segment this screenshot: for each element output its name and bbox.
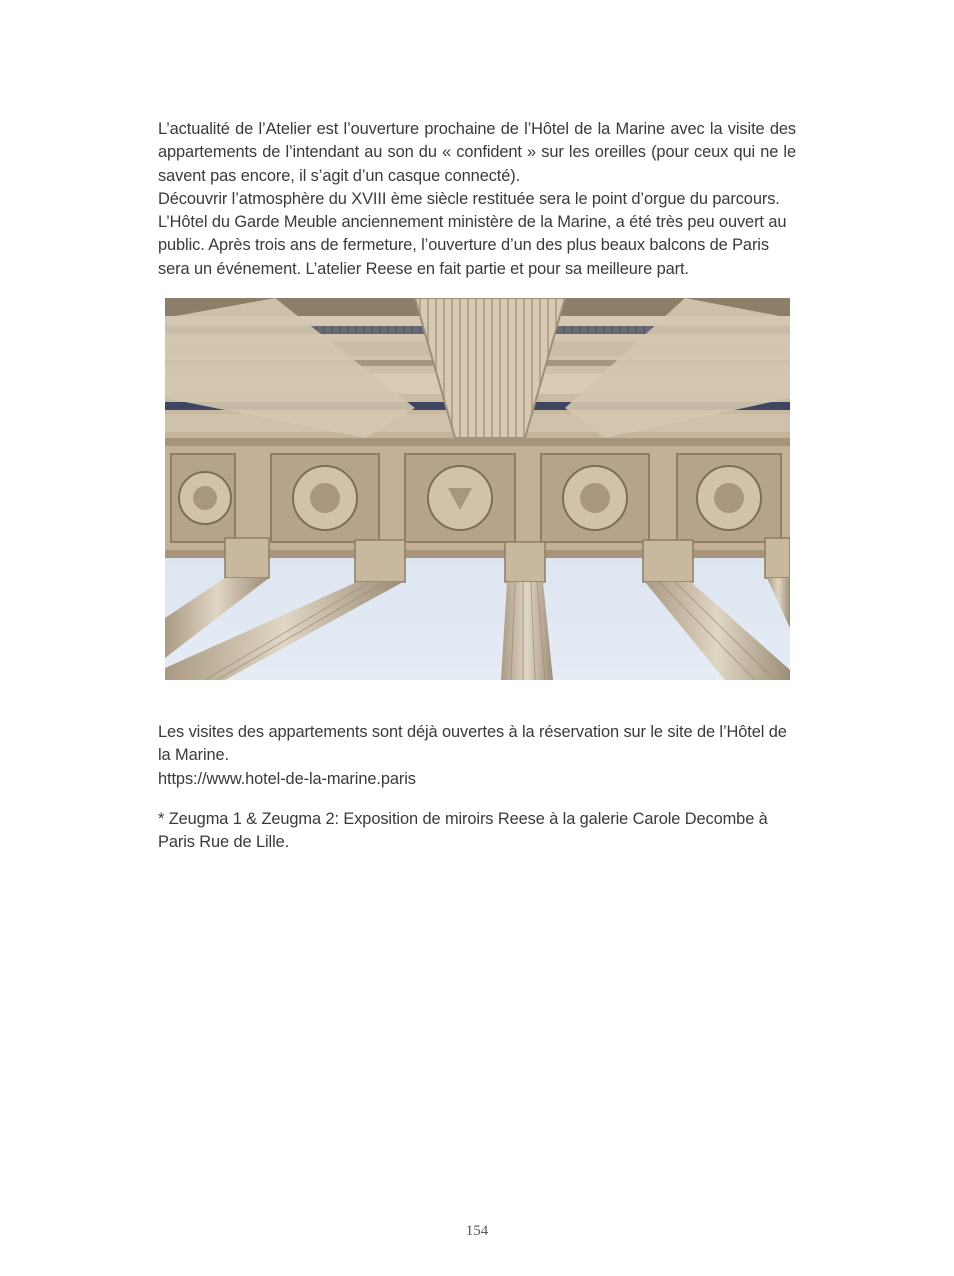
footnote-text: * Zeugma 1 & Zeugma 2: Exposition de miroirs Reese à la galerie Carole Decombe à Paris Rue de Lille. bbox=[158, 810, 768, 852]
paragraph-atmosphere: Découvrir l’atmosphère du XVIII ème siècle restituée sera le point d’orgue du parcours. bbox=[158, 189, 780, 208]
paragraph-garde-meuble: L’Hôtel du Garde Meuble anciennement ministère de la Marine, a été très peu ouvert au public. Après trois ans de fermeture, l’ouverture d’un des plus beaux balcons de Paris sera un événement. L’atelier Reese en fait partie et pour sa meilleure part. bbox=[158, 213, 787, 278]
footnote-block bbox=[158, 808, 796, 855]
reservation-block bbox=[158, 721, 796, 791]
reservation-url[interactable]: https://www.hotel-de-la-marine.paris bbox=[158, 769, 416, 788]
colonnade-ceiling-photo bbox=[165, 298, 790, 680]
reservation-text: Les visites des appartements sont déjà ouvertes à la réservation sur le site de l’Hôtel de la Marine. bbox=[158, 723, 787, 765]
page-number: 154 bbox=[465, 1223, 489, 1239]
intro-text-block bbox=[158, 118, 796, 281]
paragraph-atelier-news: L’actualité de l’Atelier est l’ouverture prochaine de l’Hôtel de la Marine avec la visite des appartements de l’intendant au son du « confident » sur les oreilles (pour ceux qui ne le savent pas encore, il s’agit d’un casque connecté). bbox=[158, 120, 796, 185]
